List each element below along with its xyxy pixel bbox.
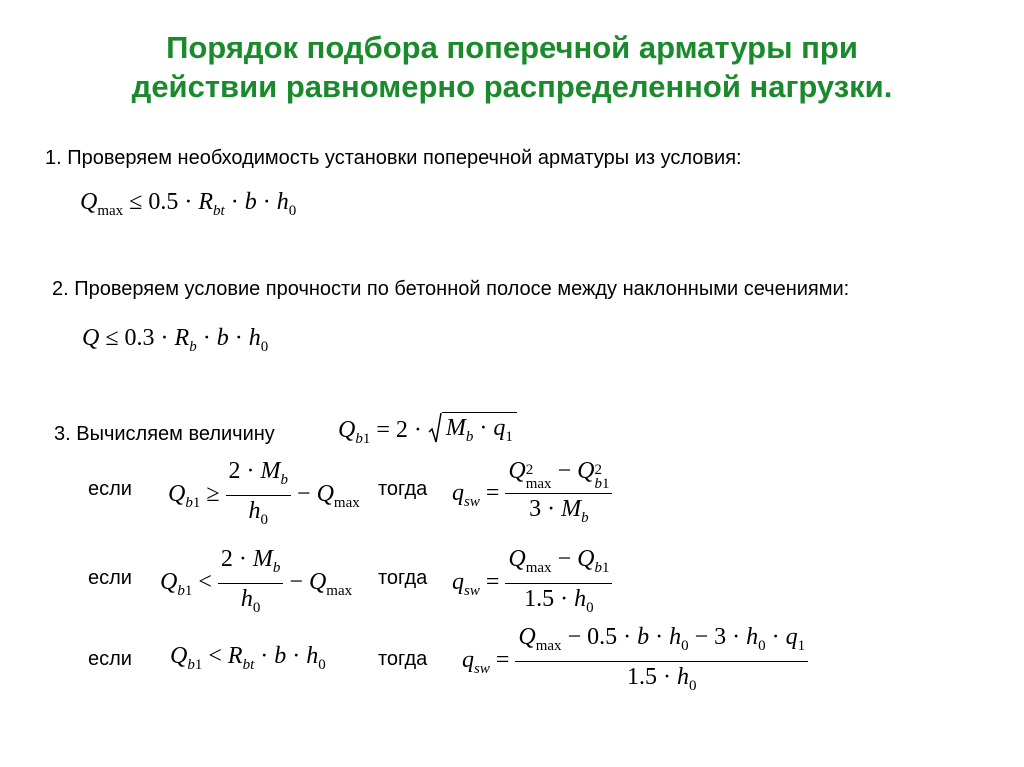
case-2-then: тогда bbox=[378, 567, 428, 589]
case-3-result: $q_{sw}$ = $\frac{Q_{max} - 0.5 \cdot b \cdot h_0 - 3 \cdot h_0 \cdot q_1}{1.5 \cdot h_0}$ bbox=[462, 624, 808, 699]
step-1-text: 1. Проверяем необходимость установки поперечной арматуры из условия: bbox=[45, 147, 742, 169]
formula-qb1: $Q_{b1} = 2$ · $M_b \cdot q_1$ bbox=[338, 412, 517, 453]
sqrt-symbol: $M_b \cdot q_1$ bbox=[428, 412, 517, 451]
case-1-result: $q_{sw}$ = Q2 max − Q2 b1 $3 \cdot M_b$ bbox=[452, 458, 612, 531]
case-2-condition: $Q_{b1}$ < $\frac{2 \cdot M_b}{h_0}$ − $Q_{max}$ bbox=[160, 546, 353, 616]
case-1-if: если bbox=[88, 478, 132, 500]
case-3-condition: $Q_{b1} < R_{bt} \cdot b \cdot h_0$ bbox=[170, 643, 326, 673]
title-line-2: действии равномерно распределенной нагрузки. bbox=[131, 69, 893, 104]
formula-concrete-strip: $Q \le 0.3 \cdot R_b \cdot b \cdot h_0$ bbox=[82, 325, 269, 355]
title-line-1: Порядок подбора поперечной арматуры при bbox=[166, 30, 858, 65]
formula-qmax-condition: $Q_{max} \le 0.5 \cdot R_{bt} \cdot b \cdot h_0$ bbox=[80, 189, 297, 219]
case-2-if: если bbox=[88, 567, 132, 589]
case-1-then: тогда bbox=[378, 478, 428, 500]
step-3-text: 3. Вычисляем величину bbox=[54, 423, 275, 445]
case-1-condition: $Q_{b1}$ ≥ $\frac{2 \cdot M_b}{h_0}$ − $Q_{max}$ bbox=[168, 458, 360, 528]
case-2-result: $q_{sw}$ = $\frac{Q_{max} - Q_{b1}}{1.5 \cdot h_0}$ bbox=[452, 546, 612, 621]
case-3-if: если bbox=[88, 648, 132, 670]
case-3-then: тогда bbox=[378, 648, 428, 670]
step-2-text: 2. Проверяем условие прочности по бетонной полосе между наклонными сечениями: bbox=[52, 278, 850, 300]
page-title bbox=[0, 28, 1024, 106]
